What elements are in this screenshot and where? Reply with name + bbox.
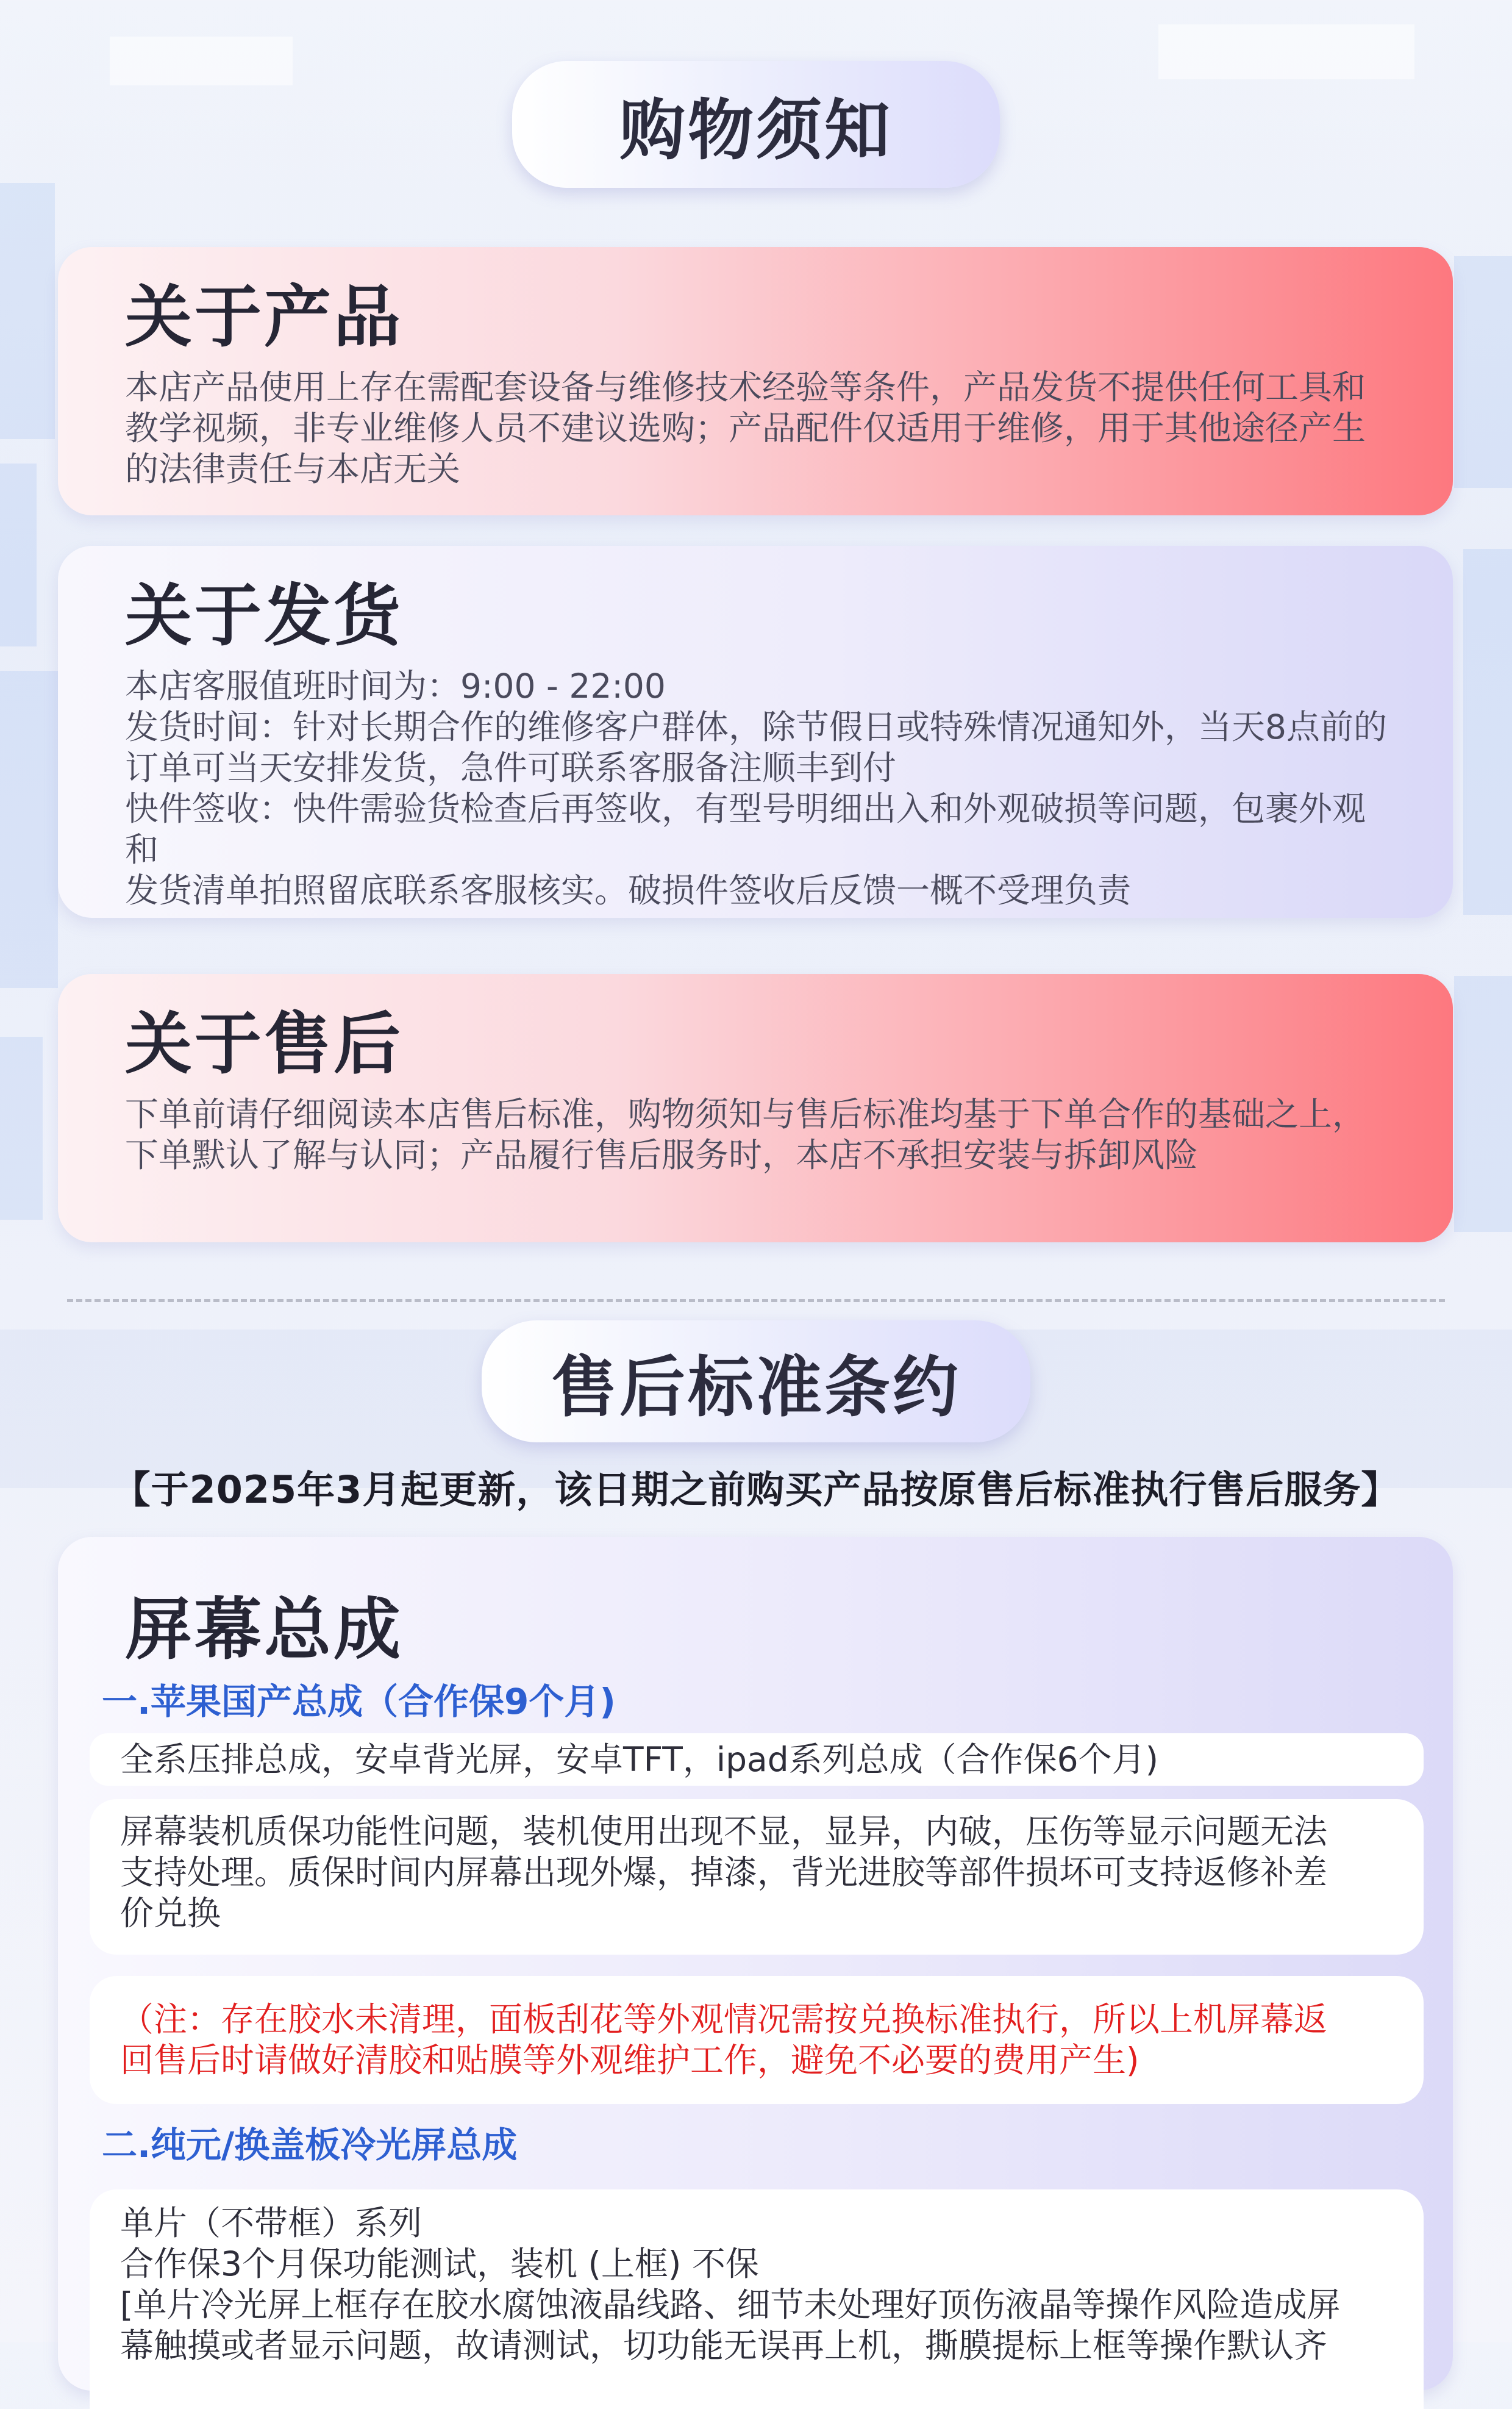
- dashed-divider: [67, 1299, 1445, 1302]
- warranty-box: [90, 1799, 1424, 1955]
- header-title-pill: [512, 61, 1000, 188]
- warranty-line: 价兑换: [120, 1894, 221, 1933]
- shipping-title: 关于发货: [125, 577, 403, 655]
- shipping-line: 发货清单拍照留底联系客服核实。破损件签收后反馈一概不受理负责: [125, 871, 1132, 910]
- after-sales-line: 下单默认了解与认同；产品履行售后服务时，本店不承担安装与拆卸风险: [125, 1136, 1199, 1175]
- after-sales-title: 关于售后: [125, 1005, 403, 1083]
- shipping-line: 订单可当天安排发货，急件可联系客服备注顺丰到付: [125, 748, 897, 787]
- product-line: 的法律责任与本店无关: [125, 449, 461, 489]
- section-heading-cold-light: 二.纯元/换盖板冷光屏总成: [102, 2124, 518, 2166]
- shipping-line: 本店客服值班时间为：9:00 - 22:00: [125, 667, 666, 706]
- screen-title: 屏幕总成: [125, 1591, 403, 1669]
- after-sales-card: [58, 974, 1453, 1242]
- note-line: （注：存在胶水未清理，面板刮花等外观情况需按兑换标准执行，所以上机屏幕返: [120, 2000, 1328, 2039]
- warranty-line: 屏幕装机质保功能性问题，装机使用出现不显，显异，内破，压伤等显示问题无法: [120, 1812, 1328, 1851]
- after-sales-line: 下单前请仔细阅读本店售后标准，购物须知与售后标准均基于下单合作的基础之上，: [125, 1095, 1366, 1134]
- shipping-body: [125, 666, 1395, 911]
- product-body: [125, 367, 1395, 490]
- product-card: [58, 247, 1453, 515]
- screen-assembly-card: [58, 1537, 1453, 2391]
- update-notice: 【于2025年3月起更新，该日期之前购买产品按原售后标准执行售后服务】: [112, 1467, 1400, 1512]
- product-line: 本店产品使用上存在需配套设备与维修技术经验等条件，产品发货不提供任何工具和: [125, 368, 1366, 407]
- note-line: 回售后时请做好清胶和贴膜等外观维护工作，避免不必要的费用产生): [120, 2041, 1139, 2080]
- single-panel-line: [单片冷光屏上框存在胶水腐蚀液晶线路、细节未处理好顶伤液晶等操作风险造成屏: [120, 2285, 1341, 2324]
- coverage-box: [90, 1733, 1424, 1786]
- shipping-line: 快件签收：快件需验货检查后再签收，有型号明细出入和外观破损等问题，包裹外观和: [125, 789, 1366, 869]
- shipping-line: 发货时间：针对长期合作的维修客户群体，除节假日或特殊情况通知外，当天8点前的: [125, 707, 1387, 746]
- single-panel-line: 幕触摸或者显示问题，故请测试，切功能无误再上机，撕膜提标上框等操作默认齐: [120, 2326, 1328, 2365]
- terms-title-pill: [482, 1320, 1030, 1442]
- note-box: [90, 1976, 1424, 2104]
- shipping-card: [58, 546, 1453, 918]
- single-panel-box: [90, 2189, 1424, 2409]
- product-title: 关于产品: [125, 278, 403, 356]
- header-title: 购物须知: [619, 92, 893, 169]
- warranty-line: 支持处理。质保时间内屏幕出现外爆，掉漆，背光进胶等部件损坏可支持返修补差: [120, 1853, 1328, 1892]
- terms-title: 售后标准条约: [551, 1349, 961, 1426]
- after-sales-body: [125, 1094, 1395, 1176]
- section-heading-apple: 一.苹果国产总成（合作保9个月): [102, 1681, 616, 1722]
- single-panel-line: 单片（不带框）系列: [120, 2203, 423, 2243]
- coverage-text: 全系压排总成，安卓背光屏，安卓TFT，ipad系列总成（合作保6个月): [120, 1739, 1159, 1779]
- single-panel-line: 合作保3个月保功能测试，装机 (上框) 不保: [120, 2244, 759, 2283]
- product-line: 教学视频，非专业维修人员不建议选购；产品配件仅适用于维修，用于其他途径产生: [125, 409, 1366, 448]
